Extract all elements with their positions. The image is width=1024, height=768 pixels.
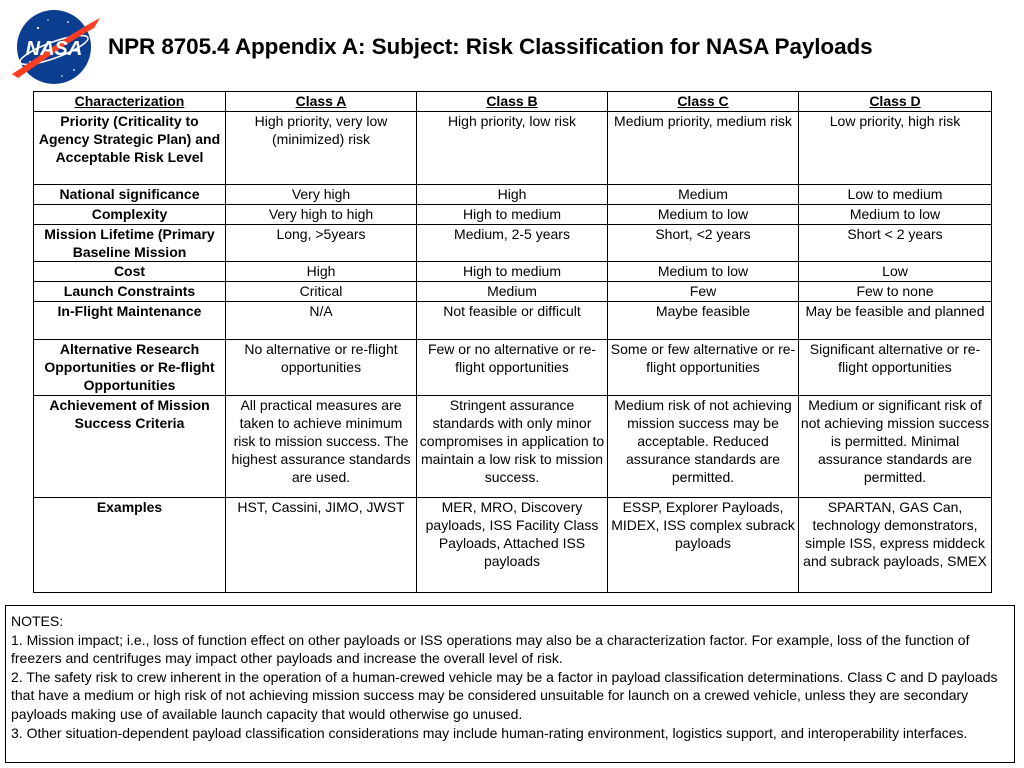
note-item: 3. Other situation-dependent payload classification considerations may include human-rating environment, logistics support, and interoperability interfaces. [11, 724, 968, 741]
page-title: NPR 8705.4 Appendix A: Subject: Risk Classification for NASA Payloads [108, 34, 873, 59]
header-class-b: Class B [417, 92, 608, 112]
table-cell: Significant alternative or re-flight opportunities [799, 340, 992, 396]
table-cell: Few [608, 282, 799, 302]
table-cell: Low [799, 262, 992, 282]
table-cell: High priority, very low (minimized) risk [226, 112, 417, 185]
header-class-a: Class A [226, 92, 417, 112]
table-row [34, 185, 992, 205]
header-class-c: Class C [608, 92, 799, 112]
table-row [34, 498, 992, 593]
table-cell: High [226, 262, 417, 282]
table-cell: N/A [226, 302, 417, 340]
table-cell: Low priority, high risk [799, 112, 992, 185]
table-cell: All practical measures are taken to achieve minimum risk to mission success. The highest assurance standards are used. [226, 396, 417, 498]
table-cell: HST, Cassini, JIMO, JWST [226, 498, 417, 593]
header-class-d: Class D [799, 92, 992, 112]
table-cell: Few to none [799, 282, 992, 302]
table-cell: MER, MRO, Discovery payloads, ISS Facility Class Payloads, Attached ISS payloads [417, 498, 608, 593]
row-label: National significance [34, 185, 226, 205]
notes-heading: NOTES: [11, 613, 64, 629]
table-cell: High [417, 185, 608, 205]
notes-box [5, 605, 1015, 763]
row-label: Complexity [34, 205, 226, 225]
table-cell: Long, >5years [226, 225, 417, 262]
row-label: Launch Constraints [34, 282, 226, 302]
table-row [34, 112, 992, 185]
table-cell: Medium to low [799, 205, 992, 225]
row-label: Priority (Criticality to Agency Strategic Plan) and Acceptable Risk Level [34, 112, 226, 185]
table-cell: Low to medium [799, 185, 992, 205]
row-label: In-Flight Maintenance [34, 302, 226, 340]
table-header-row [34, 92, 992, 112]
table-cell: Some or few alternative or re-flight opportunities [608, 340, 799, 396]
table-row [34, 396, 992, 498]
table-cell: Medium risk of not achieving mission success may be acceptable. Reduced assurance standards are permitted. [608, 396, 799, 498]
nasa-logo [8, 6, 104, 88]
table-cell: Not feasible or difficult [417, 302, 608, 340]
nasa-logo-text: NASA [25, 38, 83, 60]
table-cell: Medium to low [608, 205, 799, 225]
table-row [34, 340, 992, 396]
table-cell: Short, <2 years [608, 225, 799, 262]
table-cell: Few or no alternative or re-flight opportunities [417, 340, 608, 396]
table-cell: ESSP, Explorer Payloads, MIDEX, ISS complex subrack payloads [608, 498, 799, 593]
table-cell: Very high [226, 185, 417, 205]
note-item: 2. The safety risk to crew inherent in the operation of a human-crewed vehicle may be a factor in payload classification determinations. Class C and D payloads that have a medium or high risk of not achieving mission success may be considered unsuitable for launch on a crewed vehicle, unless they are secondary payloads making use of available launch capacity that would otherwise go unused. [11, 668, 998, 722]
table-cell: May be feasible and planned [799, 302, 992, 340]
table-row [34, 262, 992, 282]
table-cell: Critical [226, 282, 417, 302]
table-cell: Very high to high [226, 205, 417, 225]
risk-classification-table [33, 91, 992, 593]
table-cell: Short < 2 years [799, 225, 992, 262]
table-cell: No alternative or re-flight opportunities [226, 340, 417, 396]
table-cell: SPARTAN, GAS Can, technology demonstrators, simple ISS, express middeck and subrack payloads, SMEX [799, 498, 992, 593]
table-cell: Medium or significant risk of not achieving mission success is permitted. Minimal assurance standards are permitted. [799, 396, 992, 498]
table-cell: Stringent assurance standards with only minor compromises in application to maintain a low risk to mission success. [417, 396, 608, 498]
table-cell: High priority, low risk [417, 112, 608, 185]
table-row [34, 225, 992, 262]
table-cell: Medium [417, 282, 608, 302]
table-row [34, 282, 992, 302]
row-label: Examples [34, 498, 226, 593]
header-characterization: Characterization [34, 92, 226, 112]
table-cell: Medium to low [608, 262, 799, 282]
table-cell: Medium [608, 185, 799, 205]
table-cell: Medium priority, medium risk [608, 112, 799, 185]
table-cell: High to medium [417, 205, 608, 225]
row-label: Mission Lifetime (Primary Baseline Mission [34, 225, 226, 262]
row-label: Alternative Research Opportunities or Re-flight Opportunities [34, 340, 226, 396]
table-cell: Maybe feasible [608, 302, 799, 340]
note-item: 1. Mission impact; i.e., loss of function effect on other payloads or ISS operations may also be a characterization factor. For example, loss of the function of freezers and centrifuges may impact other payloads and increase the overall level of risk. [11, 631, 970, 667]
table-row [34, 302, 992, 340]
table-cell: Medium, 2-5 years [417, 225, 608, 262]
row-label: Achievement of Mission Success Criteria [34, 396, 226, 498]
row-label: Cost [34, 262, 226, 282]
table-row [34, 205, 992, 225]
table-cell: High to medium [417, 262, 608, 282]
